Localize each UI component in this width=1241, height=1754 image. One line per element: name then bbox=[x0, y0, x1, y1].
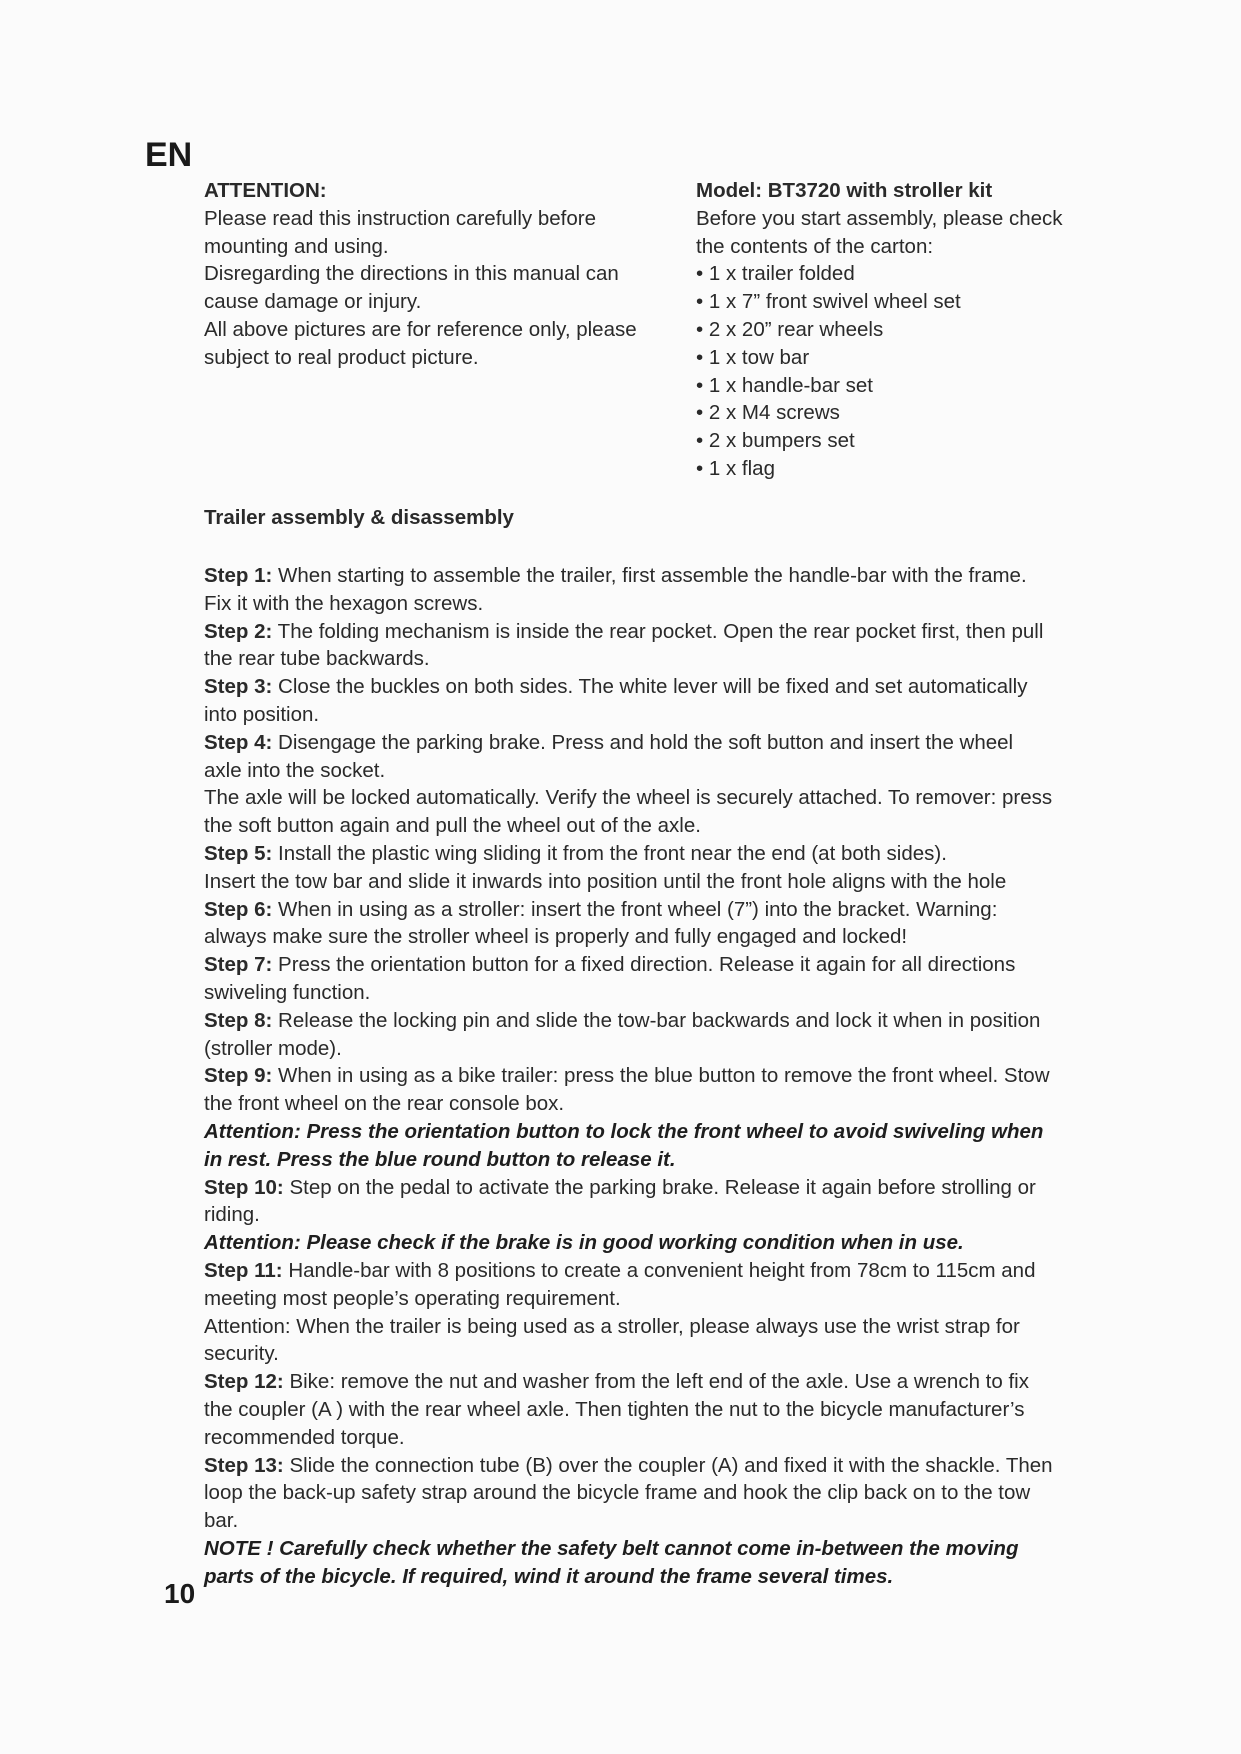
step-label: Step 12: bbox=[204, 1370, 284, 1394]
section-title: Trailer assembly & disassembly bbox=[204, 506, 514, 529]
assembly-steps bbox=[204, 562, 1054, 1590]
step-6 bbox=[204, 896, 1054, 952]
safety-note: NOTE ! Carefully check whether the safety belt cannot come in-between the moving parts of the bicycle. If required, wind it around the frame several times. bbox=[204, 1536, 1019, 1588]
step-text: Release the locking pin and slide the tow-bar backwards and lock it when in position (stroller mode). bbox=[204, 1008, 1041, 1060]
step-text: The folding mechanism is inside the rear pocket. Open the rear pocket first, then pull the rear tube backwards. bbox=[204, 619, 1044, 671]
step-label: Step 3: bbox=[204, 675, 273, 699]
step-label: Step 10: bbox=[204, 1175, 284, 1199]
step-label: Step 5: bbox=[204, 841, 273, 865]
step-1 bbox=[204, 562, 1054, 618]
step-12 bbox=[204, 1368, 1054, 1451]
step-5 bbox=[204, 840, 1054, 868]
step-11 bbox=[204, 1257, 1054, 1313]
model-block bbox=[696, 177, 1096, 483]
step-4 bbox=[204, 729, 1054, 785]
step-text: When in using as a bike trailer: press the blue button to remove the front wheel. Stow the front wheel on the rear console box. bbox=[204, 1064, 1050, 1116]
contents-item: • 1 x 7” front swivel wheel set bbox=[696, 290, 961, 314]
step-label: Step 8: bbox=[204, 1008, 273, 1032]
step-label: Step 11: bbox=[204, 1258, 283, 1282]
contents-item: • 2 x M4 screws bbox=[696, 401, 840, 425]
model-heading: Model: BT3720 with stroller kit bbox=[696, 179, 993, 202]
attention-note: Attention: Press the orientation button to lock the front wheel to avoid swiveling when in rest. Press the blue round button to release it. bbox=[204, 1119, 1044, 1171]
page-number: 10 bbox=[164, 1578, 196, 1609]
step-label: Step 9: bbox=[204, 1064, 273, 1088]
language-code: EN bbox=[145, 136, 193, 174]
step-7 bbox=[204, 951, 1054, 1007]
attention-block bbox=[204, 177, 654, 372]
contents-item: • 1 x flag bbox=[696, 456, 775, 480]
step-13 bbox=[204, 1452, 1054, 1535]
step-text: Bike: remove the nut and washer from the left end of the axle. Use a wrench to fix the coupler (A ) with the rear wheel axle. Then tighten the nut to the bicycle manufacturer’s recommended torque. bbox=[204, 1370, 1029, 1449]
contents-item: • 1 x tow bar bbox=[696, 345, 810, 369]
step-text: When starting to assemble the trailer, first assemble the handle-bar with the frame. Fix it with the hexagon screws. bbox=[204, 564, 1027, 615]
contents-item: • 2 x 20” rear wheels bbox=[696, 317, 884, 341]
contents-item: • 2 x bumpers set bbox=[696, 429, 855, 453]
step-2 bbox=[204, 618, 1054, 674]
step-label: Step 13: bbox=[204, 1453, 284, 1477]
step-text: Close the buckles on both sides. The white lever will be fixed and set automatically into position. bbox=[204, 675, 1028, 726]
step-text: Press the orientation button for a fixed direction. Release it again for all directions swiveling function. bbox=[204, 953, 1016, 1004]
attention-line: All above pictures are for reference only, please subject to real product picture. bbox=[204, 317, 637, 369]
step-label: Step 1: bbox=[204, 564, 273, 587]
step-label: Step 7: bbox=[204, 953, 273, 977]
step-9 bbox=[204, 1062, 1054, 1118]
attention-note: Attention: Please check if the brake is in good working condition when in use. bbox=[204, 1231, 964, 1255]
step-text: When in using as a stroller: insert the front wheel (7”) into the bracket. Warning: always make sure the stroller wheel is properly and fully engaged and locked! bbox=[204, 897, 998, 949]
step-8 bbox=[204, 1007, 1054, 1063]
step-text: Install the plastic wing sliding it from the front near the end (at both sides). bbox=[272, 841, 947, 865]
attention-line: Disregarding the directions in this manual can cause damage or injury. bbox=[204, 262, 619, 314]
step-4-note: The axle will be locked automatically. Verify the wheel is securely attached. To remover: press the soft button again and pull the wheel out of the axle. bbox=[204, 786, 1053, 838]
carton-contents-list bbox=[696, 260, 1096, 482]
contents-item: • 1 x handle-bar set bbox=[696, 373, 873, 397]
step-text: Disengage the parking brake. Press and hold the soft button and insert the wheel axle into the socket. bbox=[204, 730, 1014, 782]
step-label: Step 4: bbox=[204, 730, 273, 754]
attention-heading: ATTENTION: bbox=[204, 179, 327, 202]
step-3 bbox=[204, 673, 1054, 729]
contents-item: • 1 x trailer folded bbox=[696, 262, 855, 286]
step-text: Slide the connection tube (B) over the coupler (A) and fixed it with the shackle. Then loop the back-up safety strap around the bicycle frame and hook the clip back on to the tow bar. bbox=[204, 1453, 1053, 1533]
step-text: Step on the pedal to activate the parking brake. Release it again before strolling or riding. bbox=[204, 1175, 1036, 1227]
step-label: Step 6: bbox=[204, 897, 273, 921]
step-5-note: Insert the tow bar and slide it inwards into position until the front hole aligns with the hole bbox=[204, 869, 1007, 893]
attention-line: Please read this instruction carefully before mounting and using. bbox=[204, 206, 596, 258]
step-text: Handle-bar with 8 positions to create a convenient height from 78cm to 115cm and meeting most people’s operating requirement. bbox=[204, 1258, 1036, 1310]
step-label: Step 2: bbox=[204, 619, 273, 643]
model-intro: Before you start assembly, please check the contents of the carton: bbox=[696, 206, 1063, 258]
step-10 bbox=[204, 1174, 1054, 1230]
attention-plain-note: Attention: When the trailer is being used as a stroller, please always use the wrist strap for security. bbox=[204, 1314, 1020, 1366]
